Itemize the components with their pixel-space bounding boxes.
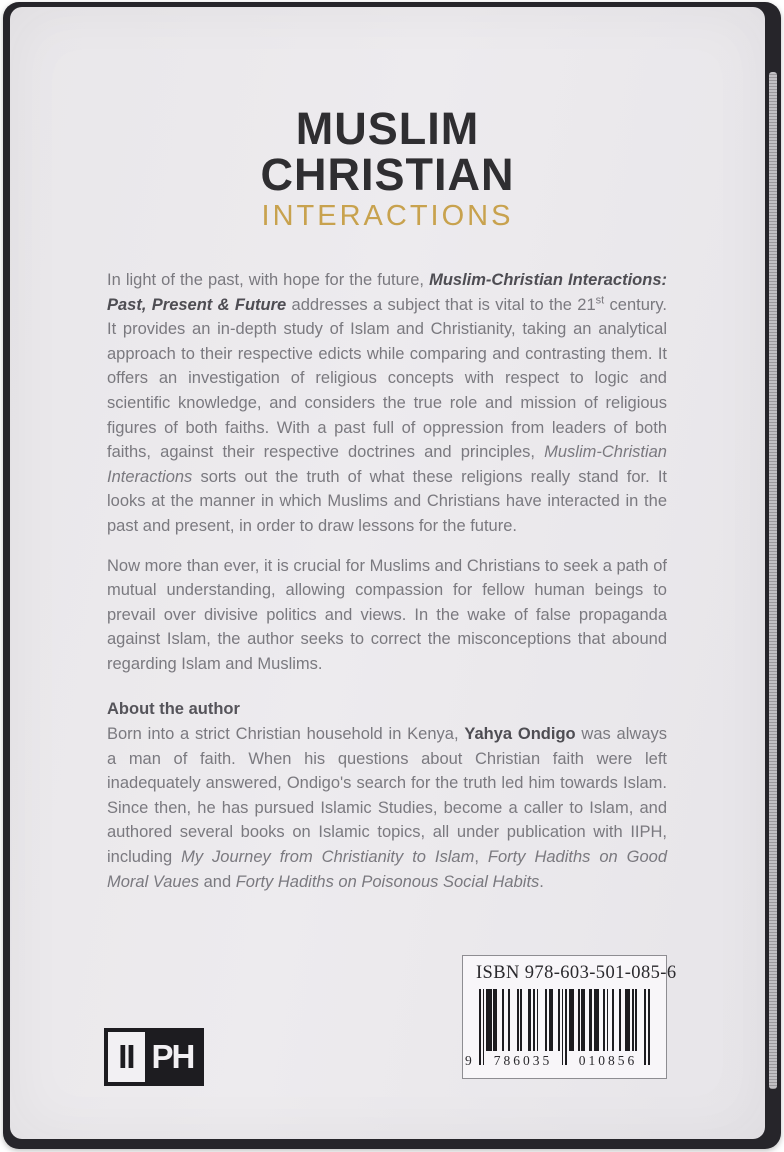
title-line-3-subtitle: INTERACTIONS [261, 200, 514, 232]
isbn-label: ISBN 978-603-501-085-6 [476, 963, 677, 983]
synopsis-paragraph-2: Now more than ever, it is crucial for Muslims and Christians to seek a path of mutual understanding, allowing compassion for fellow human beings to prevail over divisive politics and views. In the wake of false propaganda against Islam, the author seeks to correct the misconceptions that abound regarding Islam and Muslims. [107, 556, 667, 673]
about-text: , [474, 848, 488, 867]
barcode-space [538, 989, 545, 1051]
book-title-inline-italic: Forty Hadiths on Good Moral Vaues [107, 848, 668, 891]
barcode [465, 989, 650, 1068]
about-author-heading: About the author [107, 699, 240, 718]
logo-letters-ph: PH [145, 1032, 200, 1082]
book-title-inline: Muslim-Christian Interactions: Past, Present & Future [107, 271, 667, 314]
synopsis-paragraph-1 [107, 268, 667, 539]
page-edges [769, 72, 777, 1089]
barcode-bar [648, 989, 650, 1065]
logo-letters-ii: II [108, 1032, 145, 1082]
barcode-digits-left: 786035 [493, 1053, 553, 1068]
title-line-2: CHRISTIAN [260, 149, 515, 200]
barcode-panel [462, 955, 677, 1079]
barcode-space [510, 989, 517, 1051]
about-text: and [199, 872, 236, 891]
author-name: Yahya Ondigo [464, 725, 576, 744]
synopsis-text: addresses a subject that is vital to the 21 [286, 295, 596, 314]
title-block [10, 103, 765, 232]
about-text: Born into a strict Christian household in Kenya, [107, 725, 465, 744]
about-text: . [539, 872, 544, 891]
book-edge [3, 2, 781, 1149]
publisher-logo-iiph [104, 1028, 204, 1086]
back-cover [10, 7, 765, 1139]
book-title-inline-italic: My Journey from Christianity to Islam [181, 848, 475, 867]
synopsis-text: sorts out the truth of what these religions really stand for. It looks at the manner in which Muslims and Christians have interacted in the past and present, in order to draw lessons for the future. [107, 467, 667, 535]
synopsis-text: century. It provides an in-depth study of Islam and Christianity, taking an analytical approach to their respective edicts while comparing and contrasting them. It offers an investigation of religious concepts with respect to logic and scientific knowledge, and considers the true role and mission of religious figures of both faiths. With a past full of oppression from leaders of both faiths, against their respective doctrines and principles, [107, 295, 668, 462]
synopsis-text: In light of the past, with hope for the future, [107, 271, 430, 289]
book-title-inline-italic: Muslim-Christian Interactions [107, 443, 667, 486]
about-text: was always a man of faith. When his questions about Christian faith were left inadequately answered, Ondigo's search for the truth led him towards Islam. Since then, he has pursued Islamic Studies, become a caller to Islam, and authored several books on Islamic topics, all under publication with IIPH, including [107, 725, 667, 867]
ordinal-superscript: st [595, 294, 605, 307]
synopsis-block [107, 268, 667, 894]
barcode-digit-first: 9 [465, 1053, 475, 1068]
book-title-inline-italic: Forty Hadiths on Poisonous Social Habits [235, 872, 540, 891]
about-author-paragraph [107, 722, 667, 894]
barcode-space [637, 989, 644, 1051]
title-line-1: MUSLIM [295, 103, 480, 154]
barcode-digits-right: 010856 [578, 1053, 638, 1068]
